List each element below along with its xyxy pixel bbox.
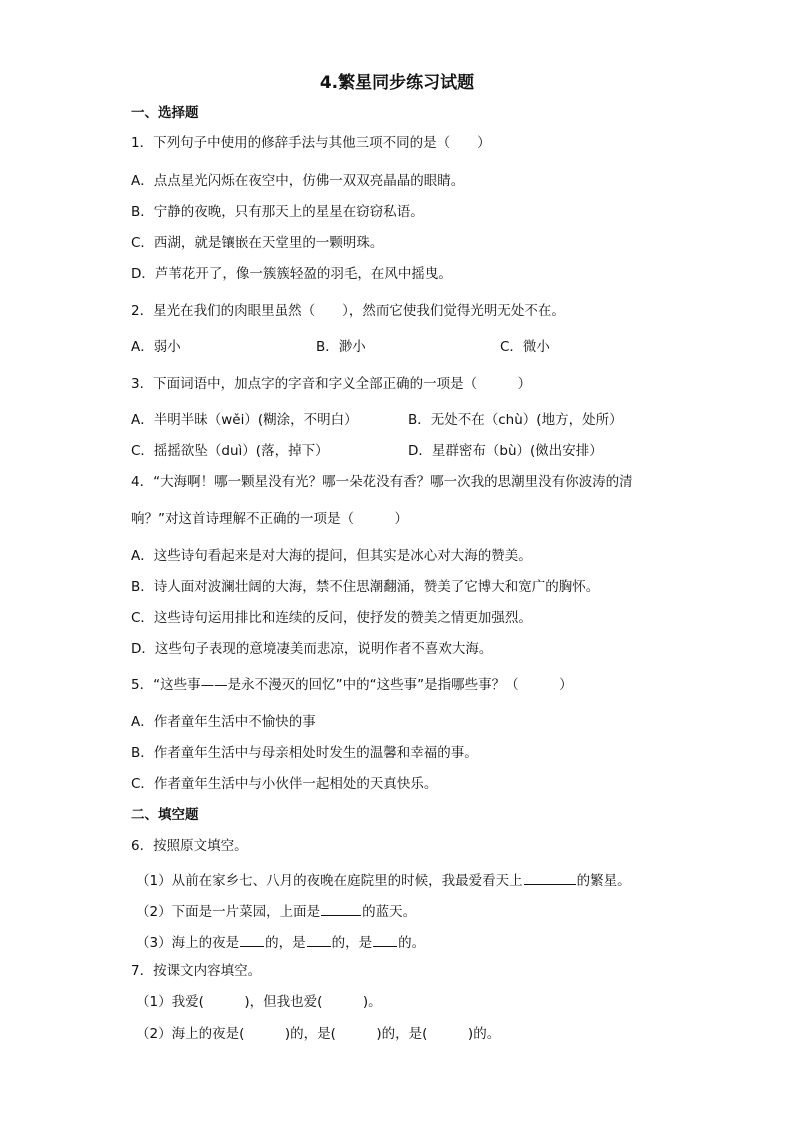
question-4-stem-line-2: 响？”对这首诗理解不正确的一项是（ ） (131, 511, 408, 527)
sentence-3-text-d: 的。 (398, 935, 426, 951)
sentence-3-text-b: 的，是 (265, 935, 306, 951)
question-2-option-a: A．弱小 (131, 339, 181, 355)
question-1-option-d: D．芦苇花开了，像一簇簇轻盈的羽毛，在风中摇曳。 (131, 266, 452, 282)
question-2-option-b: B．渺小 (316, 339, 366, 355)
question-3-option-a: A．半明半昧（wěi）(糊涂，不明白） (131, 412, 358, 428)
question-7-sentence-2: （2）海上的夜是( )的，是( )的，是( )的。 (136, 1026, 501, 1042)
question-6-sentence-1 (136, 870, 631, 890)
page-title: 4.繁星同步练习试题 (319, 73, 475, 93)
section-heading-fill: 二、填空题 (131, 807, 199, 823)
question-4-option-d: D．这些句子表现的意境凄美而悲凉，说明作者不喜欢大海。 (131, 641, 493, 657)
answer-blank[interactable] (307, 932, 331, 947)
sentence-1-text-b: 的繁星。 (576, 873, 631, 889)
question-4-option-c: C．这些诗句运用排比和连续的反问，使抒发的赞美之情更加强烈。 (131, 610, 532, 626)
question-4-option-b: B．诗人面对波澜壮阔的大海，禁不住思潮翻涌，赞美了它博大和宽广的胸怀。 (131, 579, 600, 595)
question-6-stem: 6．按照原文填空。 (131, 838, 248, 854)
answer-blank[interactable] (240, 932, 264, 947)
question-7-stem: 7．按课文内容填空。 (131, 963, 262, 979)
question-6-sentence-2 (136, 901, 416, 921)
question-1-option-c: C．西湖，就是镶嵌在天堂里的一颗明珠。 (131, 235, 384, 251)
answer-blank[interactable] (373, 932, 397, 947)
question-1-option-b: B．宁静的夜晚，只有那天上的星星在窃窃私语。 (131, 204, 424, 220)
question-4-stem-line-1: 4．“大海啊！哪一颗星没有光？哪一朵花没有香？哪一次我的思潮里没有你波涛的清 (131, 474, 633, 490)
question-5-option-b: B．作者童年生活中与母亲相处时发生的温馨和幸福的事。 (131, 745, 478, 761)
question-3-stem: 3．下面词语中，加点字的字音和字义全部正确的一项是（ ） (131, 376, 532, 392)
sentence-2-text-b: 的蓝天。 (362, 904, 417, 920)
question-4-option-a: A．这些诗句看起来是对大海的提问，但其实是冰心对大海的赞美。 (131, 548, 532, 564)
question-3-option-c: C．摇摇欲坠（duì）(落，掉下） (131, 443, 329, 459)
question-3-option-d: D．星群密布（bù）(傚出安排） (408, 443, 603, 459)
sentence-2-text-a: （2）下面是一片菜园，上面是 (136, 904, 321, 920)
question-2-option-c: C．微小 (500, 339, 550, 355)
answer-blank[interactable] (321, 901, 361, 916)
question-6-sentence-3 (136, 932, 425, 952)
question-5-stem: 5．“这些事——是永不漫灭的回忆”中的“这些事”是指哪些事？（ ） (131, 677, 573, 693)
question-1-option-a: A．点点星光闪烁在夜空中，仿佛一双双亮晶晶的眼睛。 (131, 173, 465, 189)
section-heading-choice: 一、选择题 (131, 105, 199, 121)
sentence-1-text-a: （1）从前在家乡七、八月的夜晚在庭院里的时候，我最爱看天上 (136, 873, 523, 889)
question-7-sentence-1: （1）我爱( )，但我也爱( )。 (136, 994, 382, 1010)
question-5-option-c: C．作者童年生活中与小伙伴一起相处的天真快乐。 (131, 776, 438, 792)
question-1-stem: 1．下列句子中使用的修辞手法与其他三项不同的是（ ） (131, 135, 491, 151)
question-5-option-a: A．作者童年生活中不愉快的事 (131, 714, 316, 730)
answer-blank[interactable] (524, 870, 576, 885)
question-2-stem: 2．星光在我们的肉眼里虽然（ ），然而它使我们觉得光明无处不在。 (131, 303, 565, 319)
question-3-option-b: B．无处不在（chù）(地方，处所） (408, 412, 623, 428)
sentence-3-text-c: 的，是 (331, 935, 373, 951)
sentence-3-text-a: （3）海上的夜是 (136, 935, 240, 951)
